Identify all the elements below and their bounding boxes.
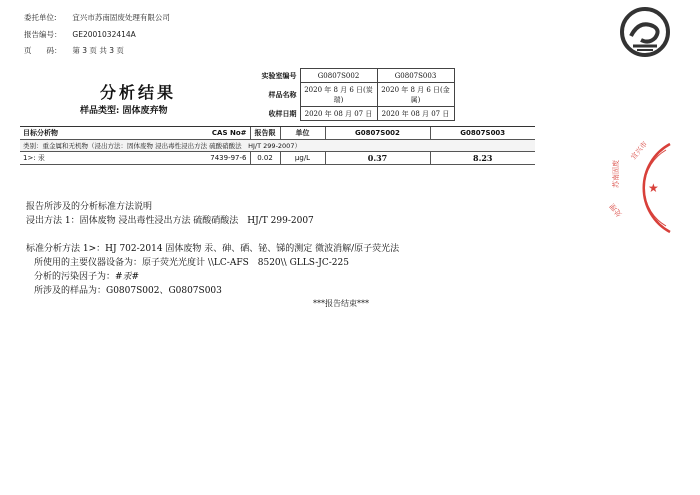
meta-cell: 2020 年 08 月 07 日 bbox=[300, 107, 377, 121]
page-line bbox=[24, 45, 124, 56]
results-category-row bbox=[20, 140, 535, 152]
meta-cell: G0807S003 bbox=[377, 69, 454, 83]
svg-text:苏南固废: 苏南固废 bbox=[612, 160, 620, 188]
col-header: 目标分析物 bbox=[20, 127, 190, 140]
limit-cell: 0.02 bbox=[250, 152, 280, 165]
sample-type-value: 固体废弃物 bbox=[122, 106, 168, 116]
meta-cell: 2020 年 08 月 07 日 bbox=[377, 107, 454, 121]
meta-cell: 2020 年 8 月 6 日(炭瑞) bbox=[300, 83, 377, 107]
page-value: 第 3 页 共 3 页 bbox=[72, 46, 124, 55]
sample-type bbox=[80, 103, 167, 116]
report-number-value: GE2001032414A bbox=[72, 30, 136, 39]
sample-meta-table bbox=[248, 68, 455, 121]
table-row bbox=[20, 152, 535, 165]
analyte-cell: 1>: 汞 bbox=[20, 152, 190, 165]
pollutant-label: 分析的污染因子为： bbox=[34, 272, 116, 282]
client-label: 委托单位: bbox=[24, 13, 57, 22]
value-cell: 0.37 bbox=[325, 152, 430, 165]
report-number-line bbox=[24, 29, 136, 40]
report-number-label: 报告编号： bbox=[24, 30, 62, 39]
report-end: ***报告结束*** bbox=[313, 299, 369, 308]
col-header: 单位 bbox=[280, 127, 325, 140]
col-header: 报告限 bbox=[250, 127, 280, 140]
svg-text:处理: 处理 bbox=[608, 201, 624, 218]
meta-row-sample-name bbox=[248, 83, 454, 107]
meta-label: 收样日期 bbox=[268, 109, 297, 118]
pollutant-value: #汞# bbox=[115, 272, 140, 282]
col-header: G0807S003 bbox=[430, 127, 535, 140]
col-header: CAS No# bbox=[190, 127, 250, 140]
meta-row-receive-date bbox=[248, 107, 454, 121]
leach-method: 浸出方法 1：固体废物 浸出毒性浸出方法 硫酸硝酸法 HJ/T 299-2007 bbox=[26, 216, 314, 226]
notes-heading: 报告所涉及的分析标准方法说明 bbox=[26, 202, 153, 212]
instrument-line: 所使用的主要仪器设备为：原子荧光光度计 \\LC-AFS 8520\\ GLLS-JC-225 bbox=[34, 258, 349, 268]
results-header-row bbox=[20, 127, 535, 140]
client-value: 宜兴市苏南固废处理有限公司 bbox=[72, 13, 170, 22]
cas-cell: 7439-97-6 bbox=[190, 152, 250, 165]
col-header: G0807S002 bbox=[325, 127, 430, 140]
standard-method: 标准分析方法 1>：HJ 702-2014 固体废物 汞、砷、硒、铋、锑的测定 微波消解/原子荧光法 bbox=[26, 244, 400, 254]
sample-type-label: 样品类型: bbox=[80, 106, 120, 116]
pollutant-line bbox=[34, 269, 139, 282]
value-cell: 8.23 bbox=[430, 152, 535, 165]
category-text: 类别：重金属和无机物（浸出方法：固体废物 浸出毒性浸出方法 硫酸硝酸法 HJ/T 299-2007） bbox=[20, 140, 535, 152]
meta-cell: 2020 年 8 月 6 日(金属) bbox=[377, 83, 454, 107]
meta-row-lab-id bbox=[248, 69, 454, 83]
svg-text:宜兴市: 宜兴市 bbox=[629, 140, 650, 162]
meta-label: 实验室编号 bbox=[261, 71, 297, 80]
client-line bbox=[24, 12, 170, 23]
company-seal-icon bbox=[608, 140, 672, 236]
meta-cell: G0807S002 bbox=[300, 69, 377, 83]
svg-text:★: ★ bbox=[648, 181, 659, 195]
results-table bbox=[20, 126, 535, 165]
unit-cell: μg/L bbox=[280, 152, 325, 165]
samples-line: 所涉及的样品为：G0807S002、G0807S003 bbox=[34, 286, 222, 296]
company-logo-icon bbox=[619, 6, 671, 58]
page-title: 分析结果 bbox=[100, 83, 177, 102]
meta-label: 样品名称 bbox=[268, 90, 297, 99]
page-label: 页 码： bbox=[24, 46, 62, 55]
